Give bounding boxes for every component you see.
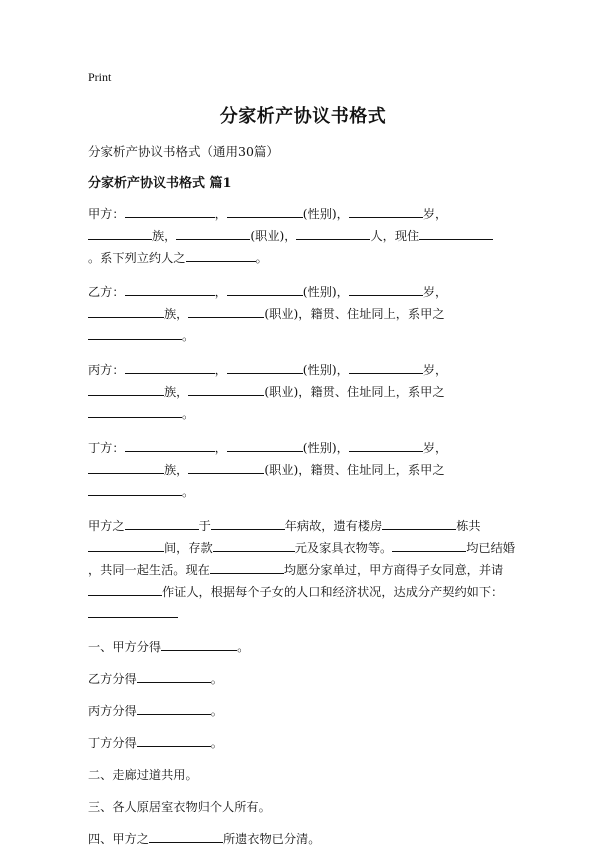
blank-year	[211, 516, 285, 530]
blank-share-yi	[137, 669, 211, 683]
blank-relation	[186, 248, 256, 262]
job-text: (职业)，	[250, 229, 297, 243]
body-text: 栋共	[456, 519, 481, 533]
comma: ，	[214, 207, 227, 221]
job-residence-text: (职业)，籍贯、住址同上，系甲之	[264, 385, 445, 399]
age-text: 岁，	[422, 285, 448, 299]
party-yi-paragraph	[88, 281, 518, 347]
blank-parties	[210, 560, 284, 574]
blank-rooms	[88, 538, 164, 552]
blank-witness	[88, 582, 162, 596]
clause-3: 三、各人原居室衣物归个人所有。	[88, 800, 271, 814]
body-line-4	[88, 581, 518, 603]
body-text: 间，存款	[164, 541, 213, 555]
blank-relation	[88, 482, 182, 496]
ethnic-text: 族，	[164, 307, 189, 321]
end-text: 。	[182, 485, 195, 499]
blank-gender	[227, 204, 303, 218]
clause-text: 。	[210, 704, 223, 718]
ethnic-text: 族，	[164, 385, 189, 399]
blank-age	[349, 360, 423, 374]
blank-gender	[227, 360, 303, 374]
body-paragraph	[88, 515, 518, 625]
document-subtitle: 分家析产协议书格式（通用30篇）	[88, 144, 279, 159]
party-bing-line-3	[88, 403, 518, 425]
party-bing-paragraph	[88, 359, 518, 425]
blank-name	[125, 204, 215, 218]
blank-address	[419, 226, 493, 240]
party-yi-line-2	[88, 303, 518, 325]
body-line-3	[88, 559, 518, 581]
blank-origin	[296, 226, 370, 240]
job-residence-text: (职业)，籍贯、住址同上，系甲之	[264, 307, 445, 321]
blank-name	[125, 360, 215, 374]
age-text: 岁，	[422, 441, 448, 455]
body-line-5	[88, 603, 518, 625]
blank-buildings	[382, 516, 456, 530]
blank-age	[349, 438, 423, 452]
clause-1-yi	[88, 669, 518, 689]
party-bing-line-2	[88, 381, 518, 403]
clause-text: 所遗衣物已分清。	[222, 832, 321, 846]
body-text: 元及家具衣物等。	[294, 541, 393, 555]
party-jia-line-1	[88, 203, 518, 225]
comma: ，	[214, 363, 227, 377]
body-text: ，共同一起生活。现在	[88, 563, 210, 577]
body-text: 于	[198, 519, 211, 533]
clause-1-ding	[88, 733, 518, 753]
ethnic-text: 族，	[164, 463, 189, 477]
comma: ，	[214, 285, 227, 299]
party-jia-line-3	[88, 247, 518, 269]
blank-relation	[88, 326, 182, 340]
blank-job	[188, 382, 264, 396]
age-text: 岁，	[422, 363, 448, 377]
party-jia-paragraph	[88, 203, 518, 269]
gender-text: (性别)，	[302, 363, 349, 377]
blank-share-jia	[161, 637, 237, 651]
party-yi-label: 乙方：	[88, 285, 125, 299]
job-residence-text: (职业)，籍贯、住址同上，系甲之	[264, 463, 445, 477]
body-text: 年病故，遗有楼房	[284, 519, 383, 533]
clause-text: 一、甲方分得	[88, 640, 162, 654]
clause-text: 丁方分得	[88, 736, 137, 750]
blank-relation	[88, 404, 182, 418]
blank-deposit	[213, 538, 295, 552]
blank-gender	[227, 282, 303, 296]
document-page	[88, 70, 518, 861]
clause-1	[88, 637, 518, 657]
party-yi-line-1	[88, 281, 518, 303]
blank-job	[188, 304, 264, 318]
end-text: 。	[182, 407, 195, 421]
party-ding-label: 丁方：	[88, 441, 125, 455]
body-line-1	[88, 515, 518, 537]
gender-text: (性别)，	[302, 285, 349, 299]
party-ding-line-2	[88, 459, 518, 481]
comma: ，	[214, 441, 227, 455]
clause-4	[88, 829, 518, 849]
print-label[interactable]: Print	[88, 70, 112, 84]
blank-gender	[227, 438, 303, 452]
age-text: 岁，	[422, 207, 448, 221]
blank-job	[176, 226, 250, 240]
gender-text: (性别)，	[302, 441, 349, 455]
note-text: 。系下列立约人之	[88, 251, 186, 265]
blank-share-bing	[137, 701, 211, 715]
body-text: 甲方之	[88, 519, 125, 533]
clause-text: 乙方分得	[88, 672, 137, 686]
party-yi-line-3	[88, 325, 518, 347]
blank-children	[392, 538, 466, 552]
blank-ethnic	[88, 304, 164, 318]
blank-share-ding	[137, 733, 211, 747]
blank-ethnic	[88, 460, 164, 474]
party-ding-line-3	[88, 481, 518, 503]
clause-text: 。	[237, 640, 250, 654]
blank-job	[188, 460, 264, 474]
clause-2: 二、走廊过道共用。	[88, 768, 198, 782]
party-ding-paragraph	[88, 437, 518, 503]
blank-ethnic	[88, 226, 152, 240]
end-text: 。	[182, 329, 195, 343]
blank-ethnic	[88, 382, 164, 396]
party-bing-label: 丙方：	[88, 363, 125, 377]
blank-deceased-ref	[149, 829, 223, 843]
ethnic-text: 族，	[152, 229, 177, 243]
blank-age	[349, 204, 423, 218]
blank-name	[125, 282, 215, 296]
clause-text: 。	[210, 672, 223, 686]
body-text: 均已结婚	[466, 541, 515, 555]
person-now-text: 人，现住	[370, 229, 420, 243]
party-ding-line-1	[88, 437, 518, 459]
blank-age	[349, 282, 423, 296]
clause-text: 。	[210, 736, 223, 750]
gender-text: (性别)，	[302, 207, 349, 221]
blank-name	[125, 438, 215, 452]
body-text: 均愿分家单过，甲方商得子女同意，并请	[283, 563, 504, 577]
section-heading: 分家析产协议书格式 篇1	[88, 176, 232, 191]
clause-text: 四、甲方之	[88, 832, 149, 846]
body-text: 作证人，根据每个子女的人口和经济状况，达成分产契约如下：	[162, 585, 504, 599]
body-line-2	[88, 537, 518, 559]
blank-deceased	[125, 516, 199, 530]
end-text: 。	[255, 251, 268, 265]
party-bing-line-1	[88, 359, 518, 381]
clause-text: 丙方分得	[88, 704, 137, 718]
blank-trailing	[88, 604, 178, 618]
clause-1-bing	[88, 701, 518, 721]
party-jia-line-2	[88, 225, 518, 247]
party-jia-label: 甲方：	[88, 207, 125, 221]
document-title: 分家析产协议书格式	[219, 106, 387, 127]
